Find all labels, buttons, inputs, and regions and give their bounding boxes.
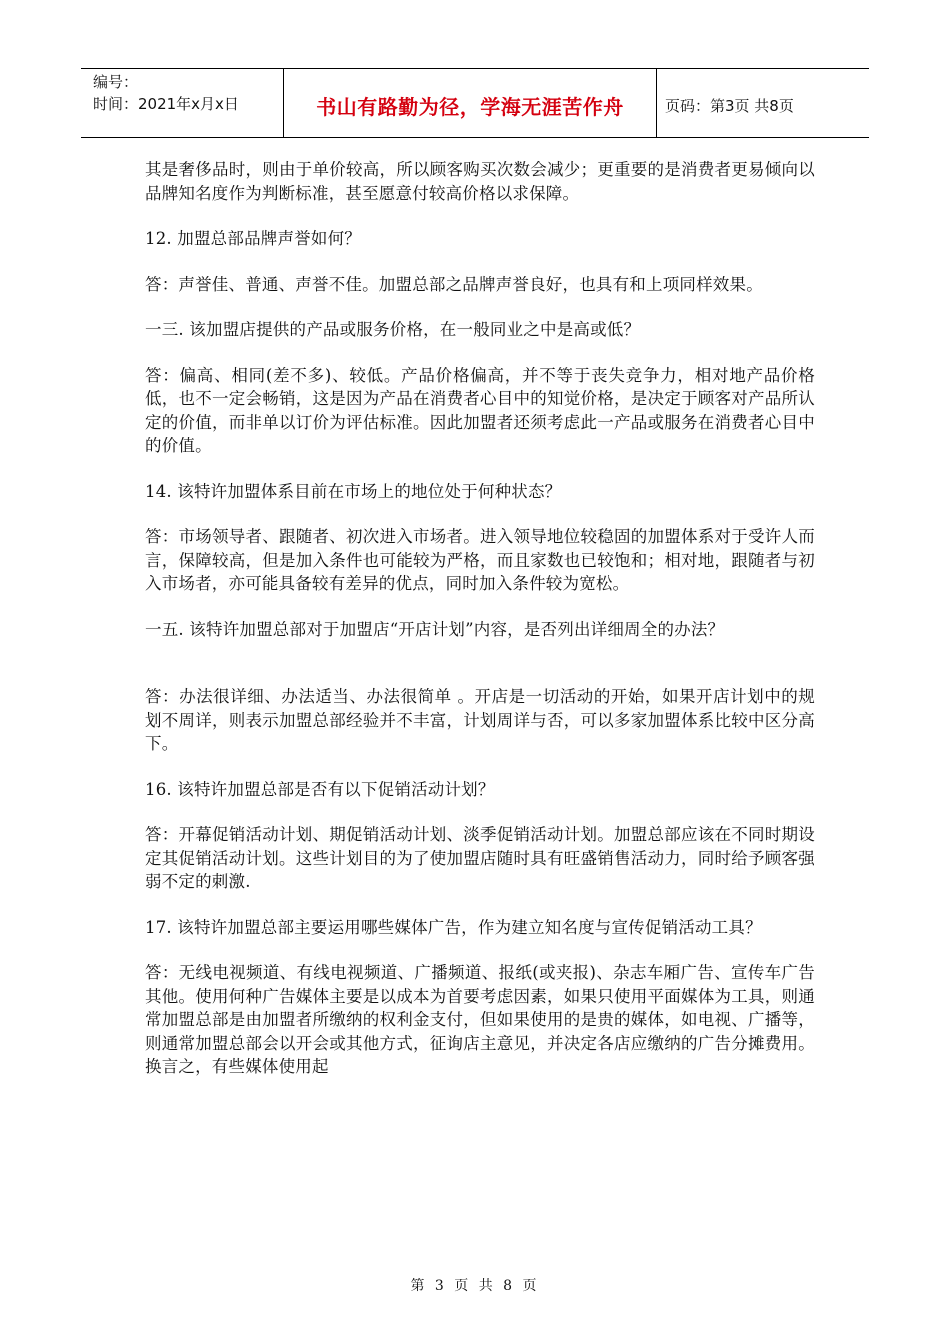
question-13: 一三. 该加盟店提供的产品或服务价格，在一般同业之中是高或低？: [145, 320, 641, 339]
question-14: 14. 该特许加盟体系目前在市场上的地位处于何种状态？: [145, 481, 562, 501]
question-12: 12. 加盟总部品牌声誉如何？: [145, 229, 361, 248]
answer-16: 答：开幕促销活动计划、期促销活动计划、淡季促销活动计划。加盟总部应该在不同时期设定其促销活动计划。这些计划目的为了使加盟店随时具有旺盛销售活动力，同时给予顾客强弱不定的刺激.: [145, 825, 815, 891]
header-number-label: 编号：: [93, 73, 139, 91]
answer-12: 答：声誉佳、普通、声誉不佳。加盟总部之品牌声誉良好，也具有和上项同样效果。: [145, 274, 763, 294]
page-footer: 第 3 页 共 8 页: [410, 1278, 540, 1294]
header-meta: [81, 69, 283, 137]
page-header: [81, 68, 869, 138]
answer-13: 答：偏高、相同(差不多)、较低。产品价格偏高，并不等于丧失竞争力，相对地产品价格低，也不一定会畅销，这是因为产品在消费者心目中的知觉价格，是决定于顾客对产品所认定的价值，而非单以订价为评估标准。因此加盟者还须考虑此一产品或服务在消费者心目中的价值。: [145, 365, 815, 455]
paragraph-continuation: 其是奢侈品时，则由于单价较高，所以顾客购买次数会减少；更重要的是消费者更易倾向以品牌知名度作为判断标准，甚至愿意付较高价格以求保障。: [145, 160, 815, 203]
answer-17: 答：无线电视频道、有线电视频道、广播频道、报纸(或夹报)、杂志车厢广告、宣传车广告其他。使用何种广告媒体主要是以成本为首要考虑因素，如果只使用平面媒体为工具，则通常加盟总部是由加盟者所缴纳的权利金支付，但如果使用的是贵的媒体，如电视、广播等，则通常加盟总部会以开会或其他方式，征询店主意见，并决定各店应缴纳的广告分摊费用。换言之，有些媒体使用起: [145, 963, 815, 1076]
document-body: [145, 158, 815, 1079]
answer-15: 答：办法很详细、办法适当、办法很简单 。开店是一切活动的开始，如果开店计划中的规划不周详，则表示加盟总部经验并不丰富，计划周详与否，可以多家加盟体系比较中区分高下。: [145, 687, 815, 753]
question-17: 17. 该特许加盟总部主要运用哪些媒体广告，作为建立知名度与宣传促销活动工具？: [145, 917, 762, 937]
header-motto: 书山有路勤为径，学海无涯苦作舟: [316, 94, 624, 119]
header-time-label: 时间：2021年x月x日: [93, 95, 239, 113]
question-15: 一五. 该特许加盟总部对于加盟店“开店计划”内容，是否列出详细周全的办法？: [145, 619, 725, 639]
question-16: 16. 该特许加盟总部是否有以下促销活动计划？: [145, 779, 495, 799]
header-page-info: 页码：第3页 共8页: [665, 96, 794, 115]
answer-14: 答：市场领导者、跟随者、初次进入市场者。进入领导地位较稳固的加盟体系对于受许人而言，保障较高，但是加入条件也可能较为严格，而且家数也已较饱和；相对地，跟随者与初入市场者，亦可能具备较有差异的优点，同时加入条件较为宽松。: [145, 527, 815, 593]
header-motto-cell: [283, 69, 657, 137]
